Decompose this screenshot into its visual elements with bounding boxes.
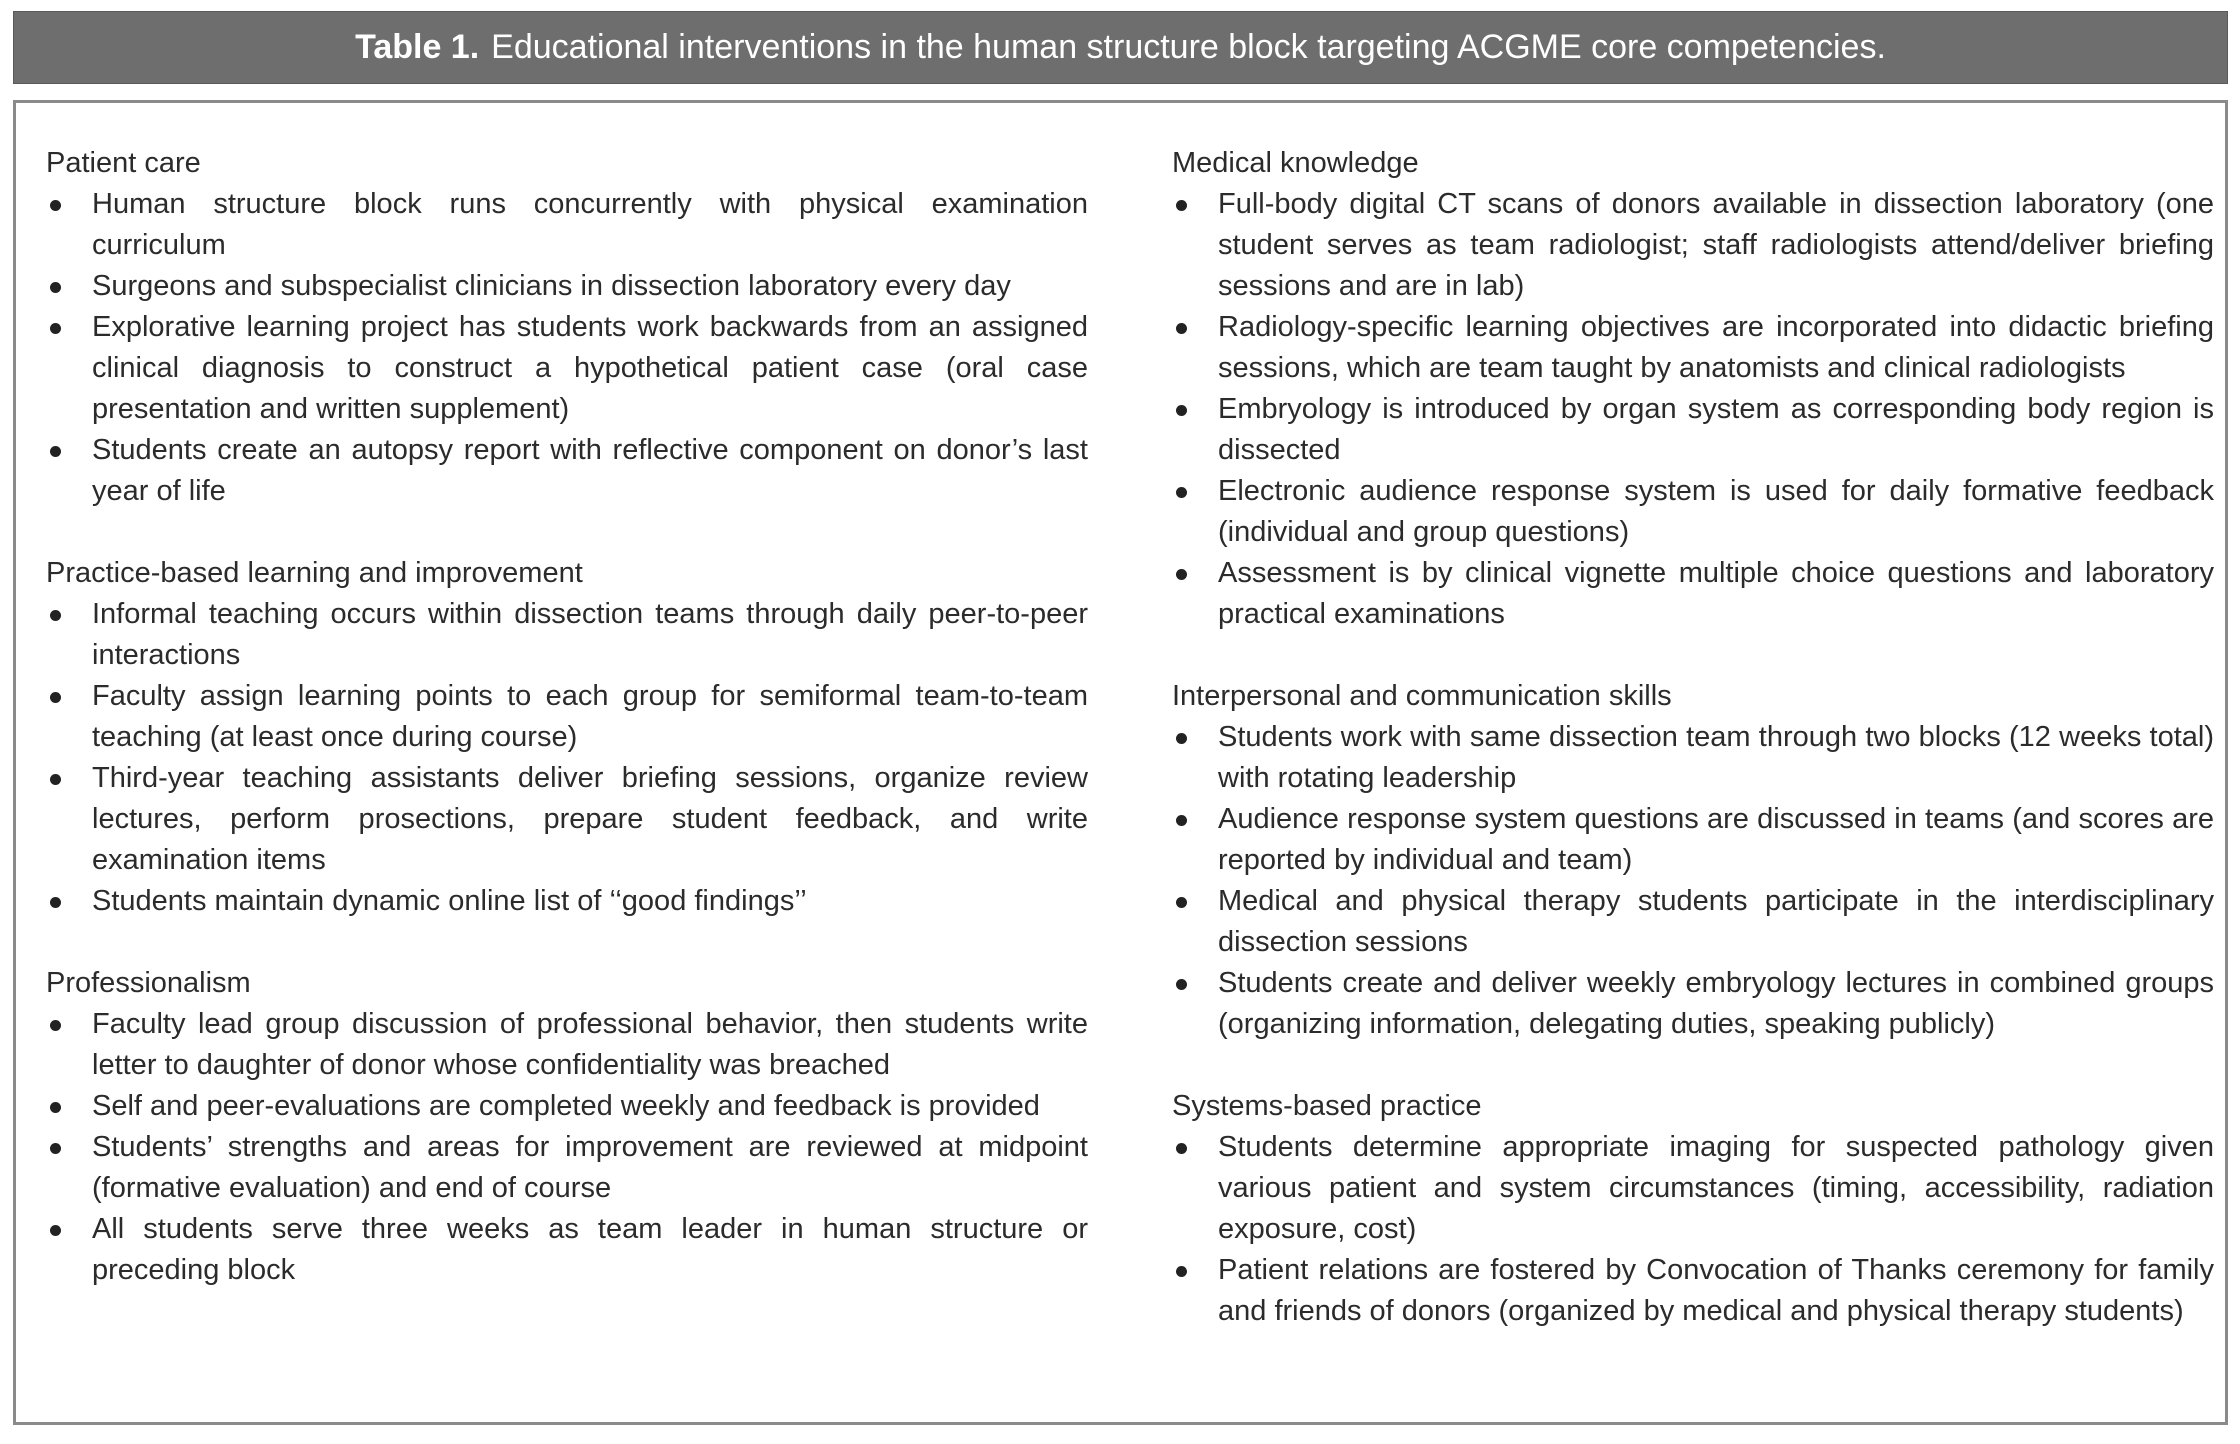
list-item (46, 184, 1088, 266)
bullet-list (1172, 717, 2214, 1045)
section-medical-knowledge (1172, 143, 2214, 635)
list-item (1172, 799, 2214, 881)
list-item-text: Students create an autopsy report with reflective component on donor’s last year of life (92, 434, 1088, 507)
list-item (1172, 389, 2214, 471)
bullet-icon (1176, 1143, 1187, 1154)
section-practice-based-learning-and-improvement (46, 553, 1088, 922)
list-item-text: Embryology is introduced by organ system as corresponding body region is dissected (1218, 393, 2214, 466)
list-item (1172, 1127, 2214, 1250)
bullet-icon (50, 897, 61, 908)
list-item-text: Faculty assign learning points to each group for semiformal team-to-team teaching (at least once during course) (92, 680, 1088, 753)
list-item-text: Students create and deliver weekly embryology lectures in combined groups (organizing information, delegating duties, speaking publicly) (1218, 967, 2214, 1040)
list-item-text: Self and peer-evaluations are completed weekly and feedback is provided (92, 1090, 1040, 1122)
section-heading: Medical knowledge (1172, 147, 1419, 179)
list-item (1172, 881, 2214, 963)
list-item-text: Audience response system questions are discussed in teams (and scores are reported by individual and team) (1218, 803, 2214, 876)
list-item-text: Third-year teaching assistants deliver briefing sessions, organize review lectures, perform prosections, prepare student feedback, and write examination items (92, 762, 1088, 876)
table-caption: Educational interventions in the human structure block targeting ACGME core competencies. (491, 28, 1886, 66)
bullet-icon (50, 282, 61, 293)
bullet-icon (1176, 200, 1187, 211)
list-item (46, 307, 1088, 430)
section-interpersonal-and-communication-skills (1172, 676, 2214, 1045)
table-frame (13, 100, 2228, 1425)
list-item (46, 881, 1088, 922)
section-heading: Practice-based learning and improvement (46, 557, 583, 589)
section-systems-based-practice (1172, 1086, 2214, 1332)
bullet-icon (1176, 323, 1187, 334)
list-item-text: Students work with same dissection team through two blocks (12 weeks total) with rotating leadership (1218, 721, 2214, 794)
list-item (46, 266, 1088, 307)
list-item-text: Faculty lead group discussion of professional behavior, then students write letter to daughter of donor whose confidentiality was breached (92, 1008, 1088, 1081)
list-item-text: Explorative learning project has students work backwards from an assigned clinical diagnosis to construct a hypothetical patient case (oral case presentation and written supplement) (92, 311, 1088, 425)
list-item (46, 430, 1088, 512)
bullet-icon (50, 692, 61, 703)
list-item (1172, 471, 2214, 553)
list-item-text: Full-body digital CT scans of donors available in dissection laboratory (one student serves as team radiologist; staff radiologists attend/deliver briefing sessions and are in lab) (1218, 188, 2214, 302)
bullet-icon (1176, 1266, 1187, 1277)
bullet-icon (50, 610, 61, 621)
section-patient-care (46, 143, 1088, 512)
bullet-list (1172, 184, 2214, 635)
bullet-icon (50, 1225, 61, 1236)
bullet-icon (1176, 979, 1187, 990)
bullet-icon (50, 446, 61, 457)
list-item (46, 1004, 1088, 1086)
bullet-icon (50, 200, 61, 211)
bullet-list (46, 594, 1088, 922)
list-item (1172, 1250, 2214, 1332)
list-item-text: Students determine appropriate imaging for suspected pathology given various patient and system circumstances (timing, accessibility, radiation exposure, cost) (1218, 1131, 2214, 1245)
section-heading: Interpersonal and communication skills (1172, 680, 1672, 712)
bullet-icon (50, 774, 61, 785)
bullet-icon (1176, 897, 1187, 908)
bullet-icon (50, 1102, 61, 1113)
bullet-list (46, 184, 1088, 512)
table-label: Table 1. (355, 28, 480, 66)
list-item-text: Informal teaching occurs within dissection teams through daily peer-to-peer interactions (92, 598, 1088, 671)
list-item-text: All students serve three weeks as team leader in human structure or preceding block (92, 1213, 1088, 1286)
list-item-text: Assessment is by clinical vignette multiple choice questions and laboratory practical examinations (1218, 557, 2214, 630)
bullet-icon (1176, 733, 1187, 744)
list-item-text: Human structure block runs concurrently with physical examination curriculum (92, 188, 1088, 261)
bullet-icon (50, 323, 61, 334)
list-item (46, 1209, 1088, 1291)
list-item-text: Patient relations are fostered by Convocation of Thanks ceremony for family and friends of donors (organized by medical and physical therapy students) (1218, 1254, 2214, 1327)
table-title-bar (13, 11, 2228, 84)
bullet-icon (50, 1143, 61, 1154)
list-item (46, 1086, 1088, 1127)
list-item (1172, 717, 2214, 799)
section-heading: Patient care (46, 147, 201, 179)
list-item (46, 758, 1088, 881)
list-item (1172, 307, 2214, 389)
list-item (46, 1127, 1088, 1209)
section-heading: Professionalism (46, 967, 251, 999)
list-item-text: Students maintain dynamic online list of ‘‘good findings’’ (92, 885, 807, 917)
section-professionalism (46, 963, 1088, 1291)
bullet-icon (1176, 487, 1187, 498)
bullet-icon (50, 1020, 61, 1031)
bullet-icon (1176, 569, 1187, 580)
list-item-text: Radiology-specific learning objectives are incorporated into didactic briefing sessions, which are team taught by anatomists and clinical radiologists (1218, 311, 2214, 384)
bullet-list (1172, 1127, 2214, 1332)
bullet-icon (1176, 405, 1187, 416)
list-item (1172, 963, 2214, 1045)
list-item-text: Electronic audience response system is used for daily formative feedback (individual and group questions) (1218, 475, 2214, 548)
list-item (46, 594, 1088, 676)
right-column (1172, 143, 2214, 1373)
list-item-text: Surgeons and subspecialist clinicians in dissection laboratory every day (92, 270, 1011, 302)
left-column (46, 143, 1088, 1332)
section-heading: Systems-based practice (1172, 1090, 1482, 1122)
bullet-list (46, 1004, 1088, 1291)
list-item (1172, 553, 2214, 635)
bullet-icon (1176, 815, 1187, 826)
list-item (46, 676, 1088, 758)
list-item-text: Students’ strengths and areas for improvement are reviewed at midpoint (formative evaluation) and end of course (92, 1131, 1088, 1204)
list-item (1172, 184, 2214, 307)
list-item-text: Medical and physical therapy students participate in the interdisciplinary dissection sessions (1218, 885, 2214, 958)
